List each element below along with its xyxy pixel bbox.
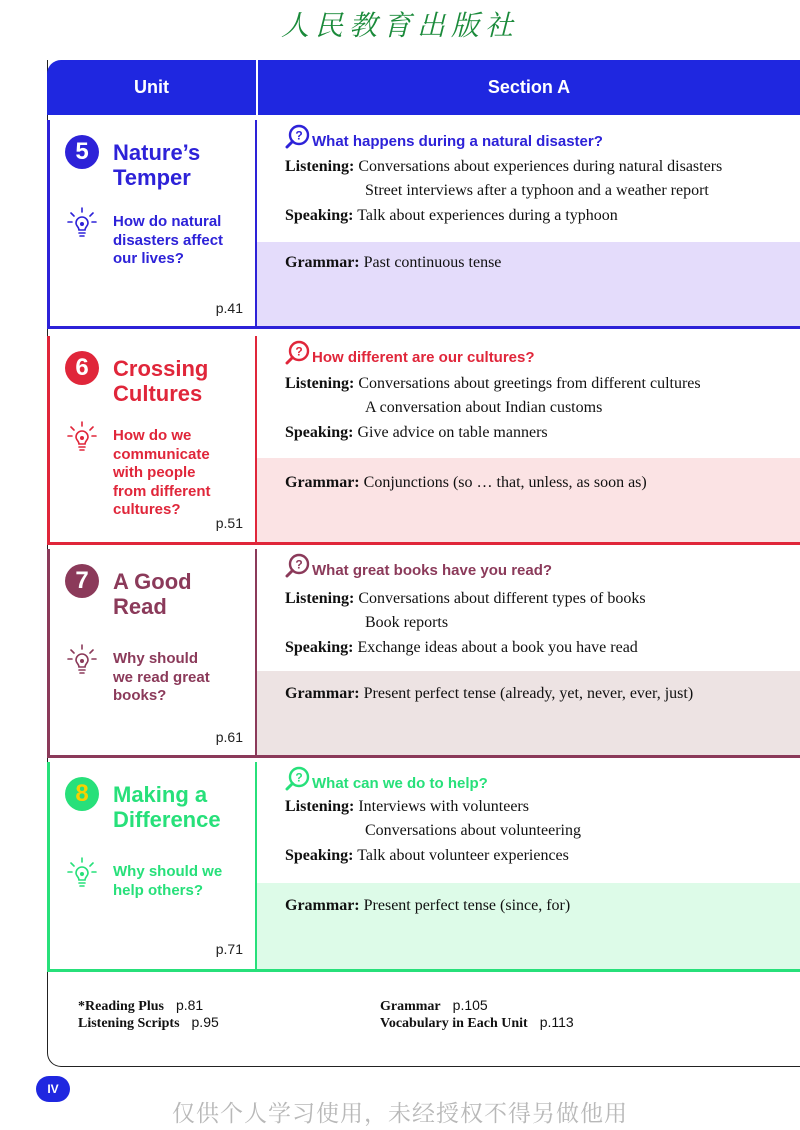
section-a-cell (257, 120, 800, 329)
unit-page-ref: p.71 (215, 941, 243, 957)
page-number-badge: IV (36, 1076, 70, 1102)
grammar-label: Grammar: (285, 685, 360, 702)
section-question-text: What can we do to help? (312, 775, 488, 792)
listening-line (285, 375, 701, 393)
section-a-cell (257, 549, 800, 758)
unit-question-line: How do we (113, 427, 192, 444)
speaking-line (285, 207, 618, 225)
footer-vocabulary (380, 1014, 574, 1032)
section-question-text: What happens during a natural disaster? (312, 133, 603, 150)
listening-text: Conversations about experiences during natural disasters (358, 158, 723, 175)
svg-text:?: ? (295, 128, 303, 143)
speaking-label: Speaking: (285, 639, 354, 656)
unit-bottom-border (47, 542, 800, 545)
section-a-cell (257, 762, 800, 972)
footer-listening-scripts (78, 1014, 219, 1032)
vocabulary-page: p.113 (539, 1014, 574, 1030)
header-divider (256, 60, 258, 115)
unit-title-line-1: Nature’s (113, 140, 201, 165)
publisher-logo: 人民教育出版社 (280, 9, 519, 42)
unit-title (113, 356, 208, 406)
unit-cell (47, 336, 255, 545)
reading-plus-page: p.81 (175, 997, 204, 1013)
unit-title-line-1: Crossing (113, 356, 209, 381)
listening-line-2: Street interviews after a typhoon and a weather report (365, 182, 709, 199)
section-question-text: How different are our cultures? (312, 349, 535, 366)
unit-question-line: help others? (113, 881, 204, 899)
section-a-column-header: Section A (487, 77, 571, 97)
unit-title (113, 140, 200, 190)
footer-grammar (380, 997, 488, 1015)
unit-cell (47, 762, 255, 972)
unit-title-line-2: Difference (113, 807, 221, 832)
watermark-text: 仅供个人学习使用，未经授权不得另做他用 (172, 1101, 628, 1127)
footer-reading-plus (78, 997, 203, 1015)
lightbulb-icon (67, 207, 97, 239)
section-a-cell (257, 336, 800, 545)
unit-question-line: from different (113, 482, 211, 500)
unit-bottom-border (47, 326, 800, 329)
grammar-box (257, 671, 800, 755)
unit-title (113, 569, 192, 619)
unit-question-line: communicate (113, 445, 210, 463)
unit-question-line: cultures? (113, 501, 181, 518)
listening-text: Interviews with volunteers (358, 798, 529, 815)
grammar-appendix-page: p.105 (452, 997, 488, 1013)
grammar-text: Present perfect tense (already, yet, never, ever, just) (363, 685, 694, 702)
listening-label: Listening: (285, 375, 355, 392)
unit-cell (47, 549, 255, 758)
grammar-text: Present perfect tense (since, for) (363, 897, 571, 914)
listening-line (285, 158, 722, 176)
grammar-line (285, 254, 501, 272)
grammar-box (257, 458, 800, 542)
speaking-text: Talk about volunteer experiences (357, 847, 569, 864)
listening-line-2: Book reports (365, 614, 449, 631)
unit-number-badge: 6 (65, 351, 99, 385)
grammar-box (257, 242, 800, 326)
grammar-line (285, 897, 570, 915)
unit-question-line: disasters affect (113, 231, 224, 249)
unit-question-line: Why should (113, 650, 198, 667)
unit-page-ref: p.61 (215, 729, 243, 745)
speaking-text: Give advice on table manners (357, 424, 548, 441)
grammar-line (285, 474, 647, 492)
listening-label: Listening: (285, 158, 355, 175)
unit-title-line-2: Temper (113, 165, 191, 190)
grammar-line (285, 685, 693, 703)
unit-number-badge: 7 (65, 564, 99, 598)
grammar-text: Past continuous tense (363, 254, 502, 271)
unit-page-ref: p.41 (215, 300, 243, 316)
lightbulb-icon (67, 857, 97, 889)
listening-line (285, 590, 646, 608)
lightbulb-icon (67, 421, 97, 453)
grammar-box (257, 883, 800, 969)
listening-scripts-page: p.95 (191, 1014, 219, 1030)
listening-text: Conversations about different types of books (358, 590, 646, 607)
grammar-label: Grammar: (285, 254, 360, 271)
speaking-line (285, 424, 548, 442)
speaking-text: Exchange ideas about a book you have read (357, 639, 638, 656)
svg-text:?: ? (295, 344, 303, 359)
unit-column-header: Unit (134, 77, 169, 97)
grammar-label: Grammar: (285, 897, 360, 914)
unit-bottom-border (47, 969, 800, 972)
speaking-label: Speaking: (285, 207, 354, 224)
table-header (47, 60, 800, 115)
listening-line-2: Conversations about volunteering (365, 822, 581, 839)
unit-question-line: books? (113, 687, 167, 704)
grammar-text: Conjunctions (so … that, unless, as soon as) (363, 474, 647, 491)
unit-title-line-1: A Good (113, 569, 192, 594)
unit-question-line: our lives? (113, 250, 184, 267)
unit-title-line-2: Read (113, 594, 167, 619)
svg-text:?: ? (295, 770, 303, 785)
listening-label: Listening: (285, 590, 355, 607)
unit-number-badge: 5 (65, 135, 99, 169)
unit-question-line: Why should we (113, 863, 223, 880)
svg-text:?: ? (295, 557, 303, 572)
speaking-line (285, 847, 569, 865)
reading-plus-label: *Reading Plus (78, 999, 164, 1014)
unit-title (113, 782, 221, 832)
listening-line-2: A conversation about Indian customs (365, 399, 603, 416)
unit-row-8 (47, 762, 800, 972)
section-question-text: What great books have you read? (312, 562, 553, 579)
listening-scripts-label: Listening Scripts (78, 1016, 180, 1031)
unit-cell (47, 120, 255, 329)
speaking-label: Speaking: (285, 424, 354, 441)
unit-row-5 (47, 120, 800, 329)
speaking-label: Speaking: (285, 847, 354, 864)
unit-title-line-1: Making a (113, 782, 208, 807)
unit-row-6 (47, 336, 800, 545)
listening-label: Listening: (285, 798, 355, 815)
unit-title-line-2: Cultures (113, 381, 203, 406)
vocabulary-label: Vocabulary in Each Unit (380, 1016, 528, 1031)
unit-question-line: with people (113, 464, 196, 481)
grammar-appendix-label: Grammar (380, 999, 441, 1014)
grammar-label: Grammar: (285, 474, 360, 491)
listening-text: Conversations about greetings from different cultures (358, 375, 701, 392)
unit-page-ref: p.51 (215, 515, 243, 531)
unit-question-line: How do natural (113, 213, 222, 230)
unit-question-line: we read great (113, 668, 210, 686)
speaking-line (285, 639, 638, 657)
unit-number-badge: 8 (65, 777, 99, 811)
listening-line (285, 798, 529, 816)
unit-bottom-border (47, 755, 800, 758)
lightbulb-icon (67, 644, 97, 676)
speaking-text: Talk about experiences during a typhoon (357, 207, 618, 224)
unit-row-7 (47, 549, 800, 758)
